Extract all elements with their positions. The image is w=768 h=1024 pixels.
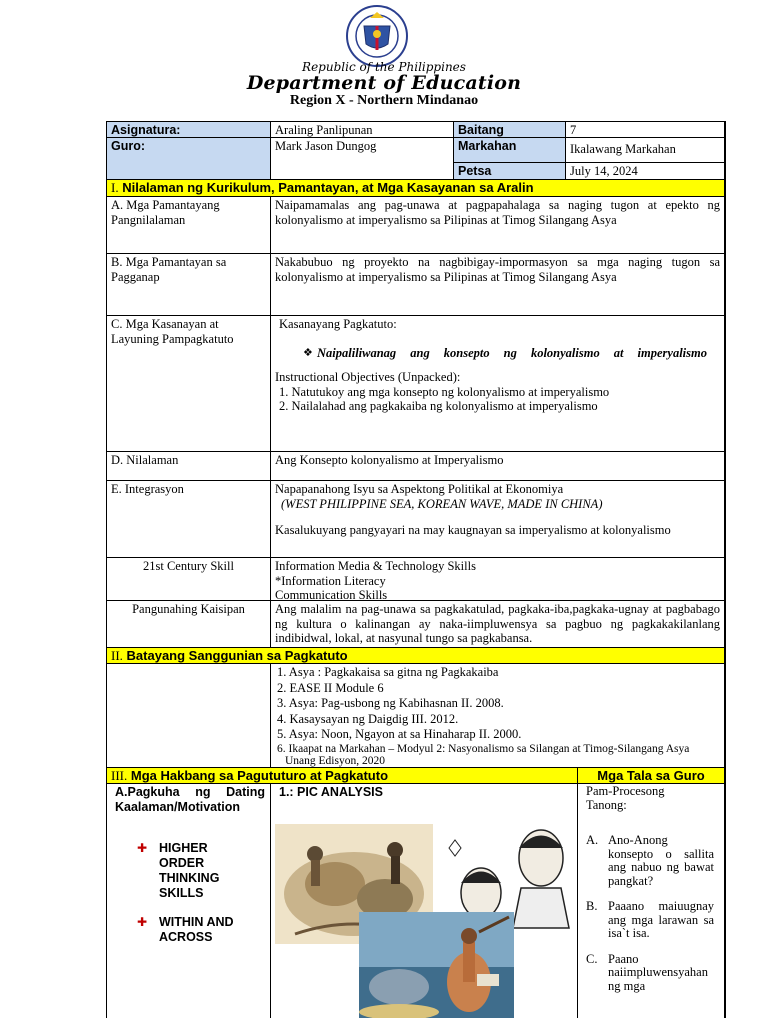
- e-line-2: (WEST PHILIPPINE SEA, KOREAN WAVE, MADE IN CHINA): [281, 496, 603, 511]
- section-3-title: Mga Hakbang sa Pagututuro at Pagkatuto: [130, 768, 389, 783]
- c-heading: Kasanayang Pagkatuto:: [279, 317, 397, 331]
- question-a-text: Ano-Anong konsepto o sallita ang nabuo ng bawat pangkat?: [608, 833, 714, 888]
- markahan-label: Markahan: [454, 138, 566, 163]
- step-a-title: A.Pagkuha ng Dating Kaalaman/Motivation: [115, 785, 265, 814]
- section-1-title: Nilalaman ng Kurikulum, Pamantayan, at Mga Kasayanan sa Aralin: [122, 180, 534, 195]
- region-heading: Region X - Northern Mindanao: [289, 93, 479, 108]
- c-bullet-content: Naipaliliwanag ang konsepto ng kolonyalismo at imperyalismo: [317, 345, 707, 360]
- question-a: [586, 834, 720, 888]
- department-heading: Department of Education: [246, 72, 522, 94]
- reference-item: 6. Ikaapat na Markahan – Modyul 2: Nasyonalismo sa Silangan at Timog-Silangang Asya Unang Edisyon, 2020: [277, 742, 690, 767]
- section-1-number: I.: [111, 180, 119, 195]
- asignatura-value: Araling Panlipunan: [271, 122, 454, 138]
- asignatura-label: Asignatura:: [107, 122, 271, 138]
- e-line-3: Kasalukuyang pangyayari na may kaugnayan sa imperyalismo at kolonyalismo: [275, 523, 671, 537]
- references-list: [271, 664, 725, 768]
- hots-text-1: HIGHER ORDER THINKING SKILLS: [159, 841, 220, 900]
- guro-label: Guro:: [107, 138, 271, 180]
- hots-item-2: [115, 915, 266, 945]
- row-a-value: Naipamamalas ang pag-unawa at pagpapahalaga sa naging tugon at epekto ng kolonyalismo at imperyalismo sa Pilipinas at Timog Silangang Asya: [271, 197, 725, 254]
- step-a-cell: [107, 784, 271, 1018]
- skill-label: 21st Century Skill: [107, 558, 271, 601]
- petsa-value: July 14, 2024: [566, 163, 725, 180]
- section-2-header: [107, 648, 725, 664]
- hots-item-1: [115, 841, 266, 901]
- section-2-left-blank: [107, 664, 271, 768]
- row-b-label: B. Mga Pamantayan sa Pagganap: [107, 254, 271, 316]
- question-b-letter: B.: [586, 899, 598, 913]
- reference-item: 5. Asya: Noon, Ngayon at sa Hinaharap II. 2000.: [277, 727, 522, 741]
- question-b-text: Paaano maiuugnay ang mga larawan sa isa`t isa.: [608, 899, 714, 940]
- c-objectives-heading: Instructional Objectives (Unpacked):: [275, 370, 461, 384]
- row-d-label: D. Nilalaman: [107, 452, 271, 481]
- diamond-bullet-icon: ❖: [303, 345, 313, 359]
- plus-bullet-icon: ✚: [137, 841, 148, 855]
- row-b-value: Nakabubuo ng proyekto na nagbibigay-impormasyon sa mga naging tugon sa kolonyalismo at imperyalismo sa Pilipinas at Timog Silangang Asya: [271, 254, 725, 316]
- battle-painting-image: [359, 912, 514, 1018]
- section-1-header: [107, 180, 725, 197]
- skill-line-3: Communication Skills: [275, 588, 388, 601]
- row-e-value: [271, 481, 725, 558]
- question-c-text: Paano naiimpluwensyahan ng mga: [608, 951, 708, 993]
- row-c-value: [271, 316, 725, 452]
- kaisipan-value: Ang malalim na pag-unawa sa pagkakatulad, pagkaka-iba,pagkaka-ugnay at pagbabago ng kultura o kalinangan ay naka-iimpluwensya sa pagbuo ng pagkakakilanlang indibidwal, lokal, at nasyunal tungo sa pagkabansa.: [271, 601, 725, 648]
- question-c: [586, 953, 720, 994]
- teacher-notes-cell: [578, 784, 725, 1018]
- question-a-letter: A.: [586, 833, 599, 847]
- pic-analysis-title: 1.: PIC ANALYSIS: [279, 785, 383, 799]
- petsa-label: Petsa: [454, 163, 566, 180]
- notes-header: Mga Tala sa Guro: [578, 768, 725, 784]
- pic-analysis-cell: [271, 784, 578, 1018]
- c-bullet: [275, 346, 720, 361]
- row-c-label: C. Mga Kasanayan at Layuning Pampagkatuto: [107, 316, 271, 452]
- baitang-label: Baitang: [454, 122, 566, 138]
- skill-value: [271, 558, 725, 601]
- markahan-value: Ikalawang Markahan: [566, 138, 725, 163]
- reference-item: 2. EASE II Module 6: [277, 680, 384, 695]
- reference-item: 1. Asya : Pagkakaisa sa gitna ng Pagkakaiba: [277, 665, 499, 679]
- section-3-number: III.: [111, 768, 128, 783]
- row-d-value: Ang Konsepto kolonyalismo at Imperyalismo: [271, 452, 725, 481]
- reference-item: 4. Kasaysayan ng Daigdig III. 2012.: [277, 711, 459, 726]
- plus-bullet-icon: ✚: [137, 915, 148, 929]
- republic-heading: Republic of the Philippines: [302, 60, 466, 74]
- question-c-letter: C.: [586, 951, 598, 966]
- guro-value: Mark Jason Dungog: [271, 138, 454, 180]
- skill-line-2: *Information Literacy: [275, 573, 386, 588]
- skill-line-1: Information Media & Technology Skills: [275, 559, 476, 573]
- kaisipan-label: Pangunahing Kaisipan: [107, 601, 271, 648]
- reference-item: 3. Asya: Pag-usbong ng Kabihasnan II. 2008.: [277, 696, 504, 710]
- c-objective-1: 1. Natutukoy ang mga konsepto ng kolonyalismo at imperyalismo: [279, 384, 610, 399]
- row-a-label: A. Mga Pamantayang Pangnilalaman: [107, 197, 271, 254]
- c-objective-2: 2. Nailalahad ang pagkakaiba ng kolonyalismo at imperyalismo: [279, 399, 598, 413]
- c-bullet-text: [317, 346, 707, 361]
- row-e-label: E. Integrasyon: [107, 481, 271, 558]
- deped-seal-icon: [344, 4, 410, 68]
- hots-text-2: WITHIN AND ACROSS: [159, 915, 234, 944]
- section-2-title: Batayang Sanggunian sa Pagkatuto: [126, 648, 348, 663]
- question-b: [586, 900, 720, 941]
- baitang-value: 7: [566, 122, 725, 138]
- section-2-number: II.: [111, 648, 123, 663]
- notes-heading: Pam-Procesong Tanong:: [586, 784, 665, 812]
- e-line-1: Napapanahong Isyu sa Aspektong Politikal at Ekonomiya: [275, 482, 564, 496]
- section-3-header: [107, 768, 578, 784]
